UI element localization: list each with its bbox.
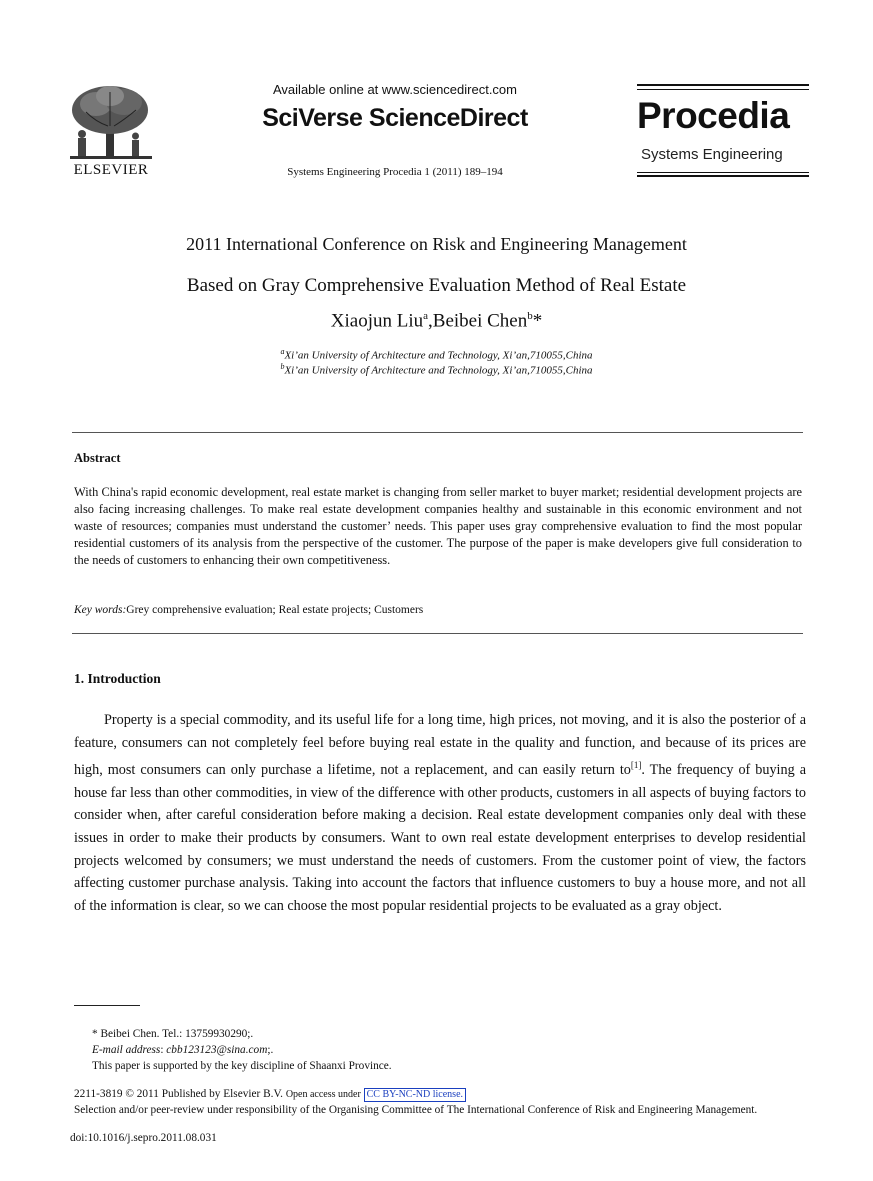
license-link[interactable]: CC BY-NC-ND license.: [364, 1088, 466, 1102]
keywords-text: Grey comprehensive evaluation; Real estate projects; Customers: [126, 604, 424, 616]
paper-title: Based on Gray Comprehensive Evaluation Method of Real Estate: [186, 275, 687, 296]
paragraph-text: Property is a special commodity, and its useful life for a long time, high prices, not moving, and it is also the posterior of a feature, consumers can not completely feel before buying real estate in the quality and function, and because of its prices are high, most consumers can only purchase a lifetime, not a replacement, and can easily return to: [74, 712, 806, 779]
logo-rule-top: [637, 84, 809, 86]
affiliation-text: Xi’an University of Architecture and Technology, Xi’an,710055,China: [284, 364, 593, 377]
issn-copyright-line: [74, 1087, 814, 1102]
copyright-text: 2211-3819 © 2011 Published by Elsevier B.V.: [74, 1088, 283, 1100]
procedia-logo-title: Procedia: [637, 95, 790, 136]
affiliation-text: Xi’an University of Architecture and Technology, Xi’an,710055,China: [284, 349, 593, 362]
introduction-body: [74, 709, 806, 917]
abstract-heading: Abstract: [74, 451, 121, 465]
footnote-support: This paper is supported by the key discipline of Shaanxi Province.: [92, 1060, 392, 1072]
logo-rule-bottom: [637, 175, 809, 177]
author-name: Beibei Chen: [432, 310, 528, 332]
email-separator: :: [160, 1044, 167, 1056]
abstract-body: With China's rapid economic development, real estate market is changing from seller market to buyer market; residential development projects are also facing increasing challenges. To make real estate development companies healthy and sustainable in this economic environment and not waste of resources; companies must understand the customer’ needs. This paper uses gray comprehensive evaluation to find the most popular residential customers of its analysis from the perspective of the customer. The purpose of the paper is make developers give full consideration to the needs of customers to enhancing their own competitiveness.: [74, 485, 802, 567]
footnote-rule: [74, 1005, 140, 1006]
doi-line: doi:10.1016/j.sepro.2011.08.031: [70, 1132, 217, 1144]
author-name: Xiaojun Liu: [330, 310, 424, 332]
paragraph-text: . The frequency of buying a house far less than other commodities, in view of the difference with other products, customers in all aspects of buying factors to consider when, after careful consideration before making a decision. Real estate development companies only deal with these issues in order to make their products by consumers. Want to own real estate development enterprises to develop residential projects welcomed by consumers; we must understand the needs of customers. From the customer point of view, the factors affecting customer purchase analysis. Taking into account the factors that influence customers to buy a house more, and not all of the information is clear, so we can choose the most popular residential projects to be evaluated as a gray object.: [74, 762, 806, 914]
conference-name: 2011 International Conference on Risk and Engineering Management: [186, 234, 687, 254]
journal-reference: Systems Engineering Procedia 1 (2011) 189–194: [287, 166, 503, 178]
affiliation-mark: b: [280, 362, 285, 371]
affiliation-mark: a: [423, 310, 429, 322]
procedia-logo-subtitle: Systems Engineering: [641, 146, 783, 163]
keywords: [74, 604, 802, 616]
footnote-corresponding: * Beibei Chen. Tel.: 13759930290;.: [92, 1028, 254, 1040]
affiliation-mark: a: [280, 347, 285, 356]
author-separator: ,: [428, 310, 433, 332]
footnote-email: [92, 1043, 812, 1058]
citation-link[interactable]: [1]: [630, 760, 642, 771]
corresponding-star: *: [532, 310, 543, 332]
keywords-label: Key words:: [74, 604, 127, 616]
section-heading-introduction: 1. Introduction: [74, 671, 161, 686]
affiliation-line: [60, 347, 813, 362]
open-access-text: Open access under: [285, 1089, 361, 1100]
logo-rule-top-thin: [637, 89, 809, 90]
divider: [72, 633, 803, 634]
available-online-note: Available online at www.sciencedirect.com: [273, 82, 517, 97]
affiliation-mark: b: [527, 310, 533, 322]
logo-rule-bottom-thin: [637, 172, 809, 173]
author-list: [60, 310, 813, 332]
sciverse-sciencedirect-logo: SciVerse ScienceDirect: [262, 104, 528, 132]
elsevier-wordmark: ELSEVIER: [73, 162, 149, 178]
procedia-journal-logo: [637, 84, 809, 178]
peer-review-statement: Selection and/or peer-review under responsibility of the Organising Committee of The International Conference of Risk and Engineering Management.: [74, 1104, 758, 1116]
email-address-link[interactable]: cbb123123@sina.com: [166, 1044, 268, 1056]
affiliation-line: [60, 362, 813, 377]
divider: [72, 432, 803, 433]
paragraph: [74, 709, 806, 917]
email-label: E-mail address: [92, 1044, 161, 1056]
email-tail: ;.: [267, 1044, 274, 1056]
